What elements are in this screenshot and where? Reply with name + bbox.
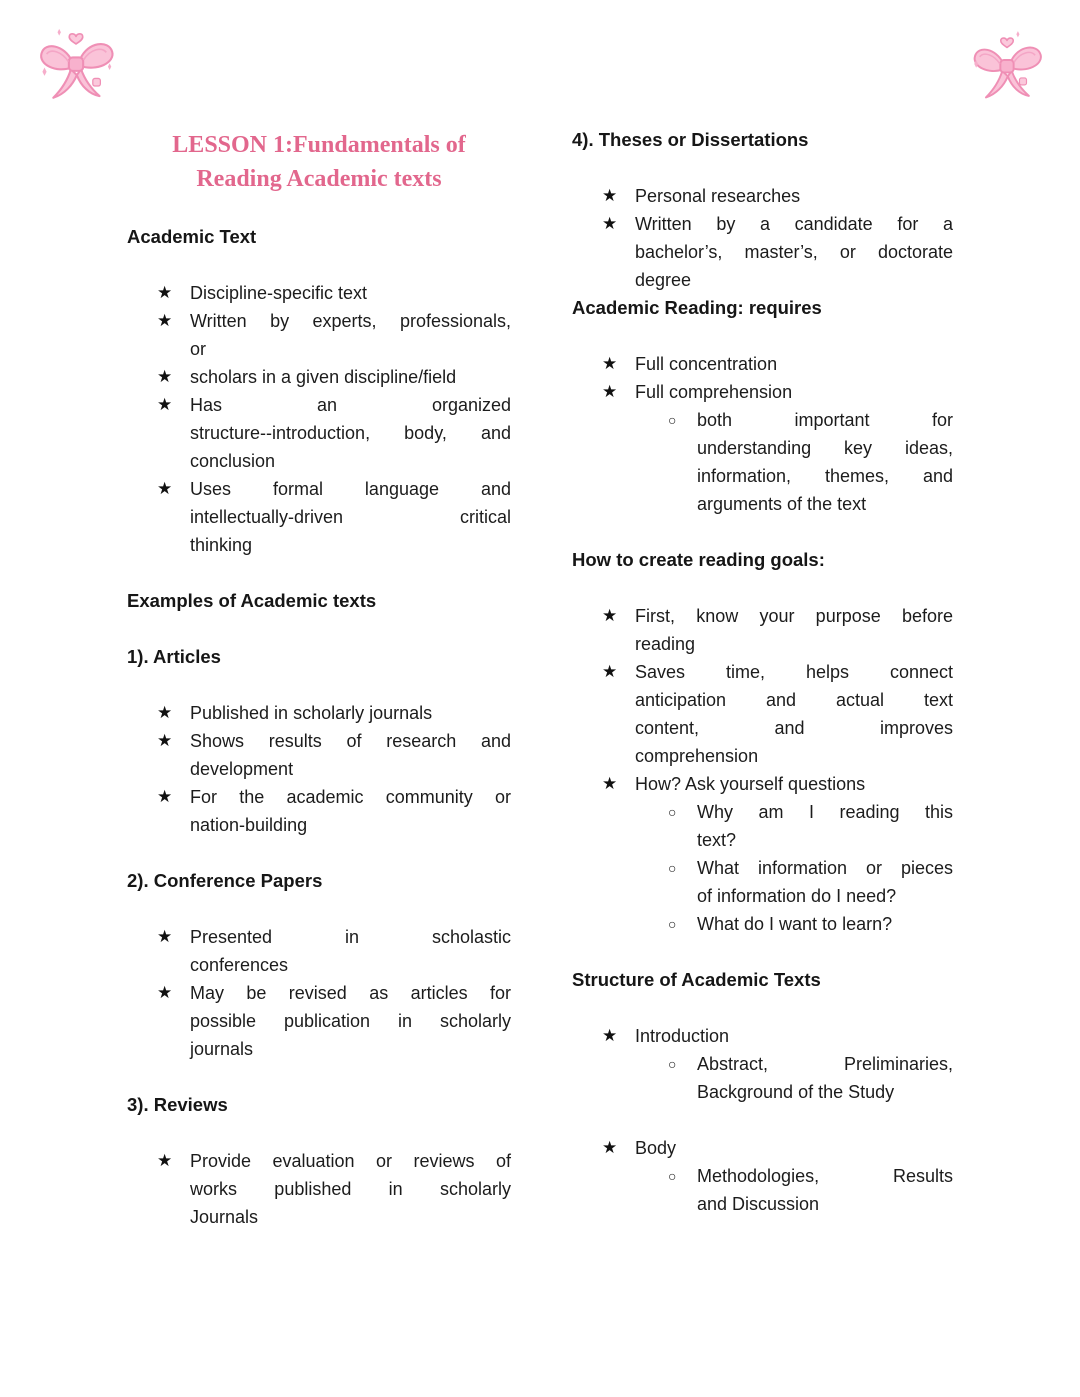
text-line: possible publication in scholarly: [190, 1011, 511, 1031]
sub-bullet-item-text: [697, 406, 953, 518]
circle-bullet-icon: ○: [668, 860, 677, 876]
sub-bullet-item-text: [697, 1162, 953, 1218]
star-bullet-icon: ★: [602, 1138, 618, 1157]
section-heading: Academic Reading: requires: [572, 297, 822, 318]
pink-bow-icon: [34, 22, 118, 108]
text-line: Discipline-specific text: [190, 283, 368, 303]
bullet-item: [127, 923, 511, 979]
section-heading: Examples of Academic texts: [127, 590, 377, 611]
left-column-content: [127, 223, 511, 1231]
text-line: Why am I reading this: [697, 802, 953, 822]
bullet-item-text: [190, 923, 511, 979]
circle-bullet-icon: ○: [668, 1168, 677, 1184]
star-bullet-icon: ★: [157, 395, 173, 414]
left-column: [127, 128, 511, 1231]
bullet-item: [127, 307, 511, 363]
bullet-item-text: [190, 279, 511, 307]
sub-bullet-item: [572, 910, 953, 938]
bullet-item: [127, 699, 511, 727]
star-bullet-icon: ★: [157, 787, 173, 806]
text-line: Abstract, Preliminaries,: [697, 1054, 953, 1074]
text-line: Provide evaluation or reviews of: [190, 1151, 511, 1171]
bullet-item-text: [635, 770, 953, 798]
star-bullet-icon: ★: [157, 283, 173, 302]
bullet-list: [572, 350, 953, 518]
text-line: and Discussion: [697, 1194, 820, 1214]
right-column: [572, 126, 953, 1218]
page-title: [127, 128, 511, 196]
text-line: What information or pieces: [697, 858, 953, 878]
bullet-item-text: [190, 1147, 511, 1231]
text-line: text?: [697, 830, 737, 850]
star-bullet-icon: ★: [602, 662, 618, 681]
text-line: reading: [635, 634, 696, 654]
star-bullet-icon: ★: [157, 1151, 173, 1170]
bullet-item-text: [190, 783, 511, 839]
bullet-item: [127, 279, 511, 307]
text-line: Presented in scholastic: [190, 927, 511, 947]
text-line: anticipation and actual text: [635, 690, 953, 710]
star-bullet-icon: ★: [157, 311, 173, 330]
sub-bullet-item: [572, 798, 953, 854]
bullet-item: [572, 210, 953, 294]
text-line: How? Ask yourself questions: [635, 774, 866, 794]
section-heading: Academic Text: [127, 226, 257, 247]
sub-bullet-item: [572, 1050, 953, 1106]
text-line: For the academic community or: [190, 787, 511, 807]
circle-bullet-icon: ○: [668, 916, 677, 932]
page-title-line1: LESSON 1:Fundamentals of: [172, 132, 466, 158]
section-heading: How to create reading goals:: [572, 549, 825, 570]
text-line: Written by experts, professionals,: [190, 311, 511, 331]
sub-bullet-item-text: [697, 854, 953, 910]
bullet-item-text: [635, 658, 953, 770]
bullet-item: [572, 1022, 953, 1050]
bullet-item: [127, 391, 511, 475]
right-column-content: [572, 126, 953, 1218]
text-line: Body: [635, 1138, 677, 1158]
sub-bullet-item: [572, 854, 953, 910]
star-bullet-icon: ★: [157, 927, 173, 946]
pink-bow-icon: [968, 26, 1046, 108]
bullet-item-text: [190, 699, 511, 727]
circle-bullet-icon: ○: [668, 1056, 677, 1072]
bullet-item: [127, 979, 511, 1063]
text-line: Introduction: [635, 1026, 730, 1046]
star-bullet-icon: ★: [602, 354, 618, 373]
circle-bullet-icon: ○: [668, 412, 677, 428]
bullet-item: [572, 602, 953, 658]
bullet-list: [127, 923, 511, 1063]
text-line: Uses formal language and: [190, 479, 511, 499]
bullet-item-text: [190, 727, 511, 783]
bullet-item-text: [635, 182, 953, 210]
text-line: Saves time, helps connect: [635, 662, 953, 682]
bullet-item-text: [190, 391, 511, 475]
bullet-list: [127, 699, 511, 839]
bullet-item-text: [635, 350, 953, 378]
star-bullet-icon: ★: [602, 606, 618, 625]
text-line: degree: [635, 270, 692, 290]
text-line: First, know your purpose before: [635, 606, 953, 626]
star-bullet-icon: ★: [157, 703, 173, 722]
star-bullet-icon: ★: [602, 1026, 618, 1045]
text-line: bachelor’s, master’s, or doctorate: [635, 242, 953, 262]
circle-bullet-icon: ○: [668, 804, 677, 820]
text-line: works published in scholarly: [190, 1179, 511, 1199]
text-line: Has an organized: [190, 395, 511, 415]
text-line: information, themes, and: [697, 466, 953, 486]
text-line: Full concentration: [635, 354, 778, 374]
text-line: comprehension: [635, 746, 759, 766]
text-line: both important for: [697, 410, 953, 430]
sub-bullet-item-text: [697, 1050, 953, 1106]
star-bullet-icon: ★: [602, 186, 618, 205]
star-bullet-icon: ★: [157, 983, 173, 1002]
section-heading: 2). Conference Papers: [127, 870, 323, 891]
text-line: Published in scholarly journals: [190, 703, 433, 723]
section-heading: 1). Articles: [127, 646, 221, 667]
bullet-item-text: [635, 1134, 953, 1162]
bullet-list: [572, 1022, 953, 1218]
text-line: content, and improves: [635, 718, 953, 738]
text-line: What do I want to learn?: [697, 914, 893, 934]
bullet-item: [572, 658, 953, 770]
bullet-item-text: [635, 602, 953, 658]
page-title-line2: Reading Academic texts: [196, 166, 442, 192]
bullet-item: [572, 770, 953, 798]
text-line: conferences: [190, 955, 289, 975]
text-line: Shows results of research and: [190, 731, 511, 751]
text-line: journals: [190, 1039, 254, 1059]
bullet-item-text: [635, 1022, 953, 1050]
text-line: Journals: [190, 1207, 259, 1227]
bullet-item: [127, 727, 511, 783]
star-bullet-icon: ★: [602, 382, 618, 401]
sub-bullet-item: [572, 1162, 953, 1218]
bullet-item-text: [635, 378, 953, 406]
text-line: intellectually-driven critical: [190, 507, 511, 527]
bullet-item: [572, 350, 953, 378]
text-line: Full comprehension: [635, 382, 793, 402]
bullet-item-text: [190, 979, 511, 1063]
bullet-item-text: [190, 307, 511, 363]
sub-bullet-item: [572, 406, 953, 518]
bullet-list: [572, 182, 953, 294]
text-line: arguments of the text: [697, 494, 867, 514]
text-line: conclusion: [190, 451, 276, 471]
bullet-item-text: [190, 475, 511, 559]
text-line: nation-building: [190, 815, 308, 835]
bullet-item: [127, 1147, 511, 1231]
bullet-item: [572, 1134, 953, 1162]
star-bullet-icon: ★: [602, 774, 618, 793]
bullet-item: [127, 363, 511, 391]
star-bullet-icon: ★: [157, 367, 173, 386]
section-heading: 3). Reviews: [127, 1094, 228, 1115]
bullet-item: [572, 378, 953, 406]
text-line: Methodologies, Results: [697, 1166, 953, 1186]
bullet-item: [127, 783, 511, 839]
text-line: development: [190, 759, 294, 779]
star-bullet-icon: ★: [157, 479, 173, 498]
bullet-item-text: [635, 210, 953, 294]
text-line: May be revised as articles for: [190, 983, 511, 1003]
section-heading: Structure of Academic Texts: [572, 969, 821, 990]
text-line: Written by a candidate for a: [635, 214, 953, 234]
text-line: Background of the Study: [697, 1082, 895, 1102]
bullet-item-text: [190, 363, 511, 391]
bullet-list: [127, 1147, 511, 1231]
section-heading: 4). Theses or Dissertations: [572, 129, 809, 150]
bullet-item: [572, 182, 953, 210]
star-bullet-icon: ★: [157, 731, 173, 750]
sub-bullet-item-text: [697, 910, 953, 938]
text-line: scholars in a given discipline/field: [190, 367, 457, 387]
text-line: understanding key ideas,: [697, 438, 953, 458]
sub-bullet-item-text: [697, 798, 953, 854]
bullet-item: [127, 475, 511, 559]
text-line: or: [190, 339, 207, 359]
text-line: of information do I need?: [697, 886, 897, 906]
text-line: Personal researches: [635, 186, 801, 206]
star-bullet-icon: ★: [602, 214, 618, 233]
text-line: thinking: [190, 535, 253, 555]
bullet-list: [127, 279, 511, 559]
text-line: structure--introduction, body, and: [190, 423, 511, 443]
bullet-list: [572, 602, 953, 938]
